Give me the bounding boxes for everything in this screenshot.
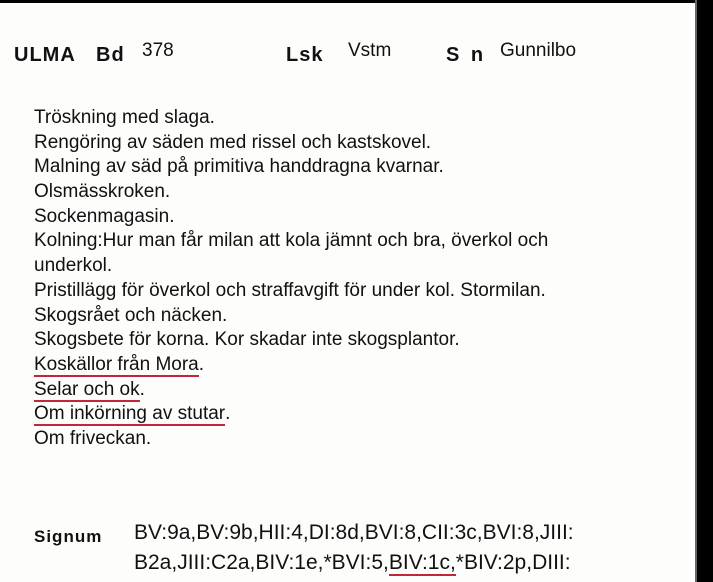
parish-label: S n	[446, 44, 487, 66]
volume-label: Bd	[96, 44, 125, 66]
topic-line: Skogsrået och näcken.	[34, 304, 228, 326]
province-label: Lsk	[286, 44, 324, 66]
card-right-edge	[697, 0, 713, 582]
topic-list	[34, 106, 694, 452]
topic-line: Om friveckan.	[34, 427, 152, 449]
signum-values	[134, 518, 699, 578]
red-underline-text: Koskällor från Mora	[34, 353, 199, 375]
card-header	[14, 38, 694, 68]
topic-line-underlined	[34, 378, 694, 403]
topic-line: Skogsbete för korna. Kor skadar inte skogsplantor.	[34, 329, 460, 351]
punctuation: .	[139, 378, 145, 400]
signum-label: Signum	[34, 527, 103, 546]
signum-line-2-post: *BIV:2p,DIII:	[455, 551, 571, 574]
parish-value: Gunnilbo	[500, 40, 577, 61]
archive-label: ULMA	[14, 44, 76, 66]
topic-line: Tröskning med slaga.	[34, 107, 215, 128]
topic-line: Pristillägg för överkol och straffavgift för under kol. Stormilan.	[34, 279, 546, 301]
signum-line-2-pre: B2a,JIII:C2a,BIV:1e,*BVI:5,	[134, 551, 389, 574]
topic-line: Malning av säd på primitiva handdragna kvarnar.	[34, 156, 444, 178]
red-underline-text: Om inkörning av stutar	[34, 403, 226, 425]
topic-line-underlined	[34, 402, 694, 427]
topic-line-underlined	[34, 353, 694, 378]
province-value: Vstm	[348, 40, 392, 61]
topic-line: Rengöring av säden med rissel och kastskovel.	[34, 131, 432, 153]
topic-line: underkol.	[34, 255, 113, 277]
punctuation: .	[198, 353, 205, 375]
volume-value: 378	[142, 40, 174, 61]
signum-underlined-code: BIV:1c,	[388, 551, 456, 574]
red-underline-text: Selar och ok	[34, 378, 140, 400]
topic-line: Olsmässkroken.	[34, 181, 171, 203]
topic-line: Sockenmagasin.	[34, 205, 175, 227]
card-top-edge	[0, 0, 713, 3]
punctuation: .	[225, 403, 231, 425]
signum-line-1: BV:9a,BV:9b,HII:4,DI:8d,BVI:8,CII:3c,BVI:8,JIII:	[134, 521, 574, 544]
topic-line: Kolning:Hur man får milan att kola jämnt och bra, överkol och	[34, 230, 549, 252]
signum-line-2	[134, 548, 699, 578]
